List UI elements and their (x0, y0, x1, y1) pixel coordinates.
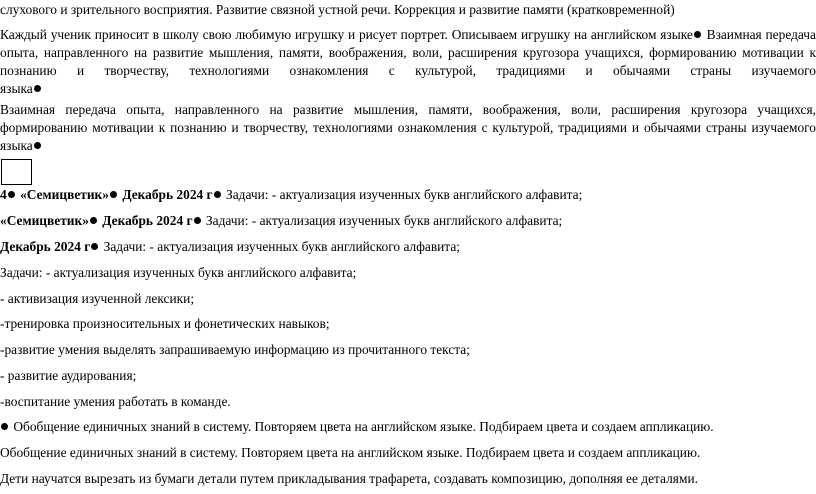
bullet-icon (214, 191, 221, 198)
paragraph-text: слухового и зрительного восприятия. Развитие связной устной речи. Коррекция и развитие памяти (кратковременной) (0, 2, 675, 17)
text-fragment: языка (0, 81, 33, 96)
paragraph-text: Дети научатся вырезать из бумаги детали путем прикладывания трафарета, создавать композицию, дополняя ее деталями. (0, 471, 698, 486)
item-date: Декабрь 2024 г (0, 239, 91, 254)
text-line (0, 212, 816, 230)
task-text: - развитие аудирования; (0, 368, 137, 383)
item-title: «Семицветик» (20, 187, 109, 202)
item-date: Декабрь 2024 г (102, 213, 193, 228)
paragraph (0, 101, 816, 155)
paragraph (0, 26, 816, 98)
item-text: Задачи: - актуализация изученных букв английского алфавита; (100, 239, 460, 254)
paragraph-text: Обобщение единичных знаний в систему. Повторяем цвета на английском языке. Подбираем цвета и создаем аппликацию. (0, 445, 701, 460)
empty-table-cell (1, 159, 32, 185)
item-title: «Семицветик» (0, 213, 89, 228)
paragraph-line: опыта, направленного на развитие мышления, памяти, воображения, воли, расширения кругозора учащихся, формированию мотивации к (0, 45, 816, 60)
text-line (0, 367, 816, 385)
text-line (0, 315, 816, 333)
text-line (0, 290, 816, 308)
bullet-icon (8, 191, 15, 198)
paragraph-line (0, 80, 816, 98)
task-text: -развитие умения выделять запрашиваемую информацию из прочитанного текста; (0, 342, 470, 357)
bullet-icon (34, 142, 41, 149)
task-text: - активизация изученной лексики; (0, 291, 195, 306)
paragraph-line: познанию и творчеству, технологиями ознакомления с культурой, традициями и обычаями страны изучаемого (0, 63, 816, 78)
task-text: -тренировка произносительных и фонетических навыков; (0, 316, 330, 331)
bullet-icon (34, 85, 41, 92)
paragraph-line (0, 26, 816, 44)
item-date: Декабрь 2024 г (122, 187, 213, 202)
paragraph-text: Обобщение единичных знаний в систему. Повторяем цвета на английском языке. Подбираем цвета и создаем аппликацию. (10, 419, 714, 434)
bullet-icon (194, 217, 201, 224)
bullet-icon (91, 243, 98, 250)
text-line (0, 186, 816, 204)
text-fragment: Взаимная передача (702, 27, 816, 42)
item-text: Задачи: - актуализация изученных букв английского алфавита; (202, 213, 563, 228)
text-line (0, 444, 816, 462)
item-number: 4 (0, 187, 7, 202)
task-text: -воспитание умения работать в команде. (0, 394, 231, 409)
task-text: Задачи: - актуализация изученных букв английского алфавита; (0, 265, 357, 280)
bullet-icon (1, 423, 8, 430)
text-line (0, 418, 816, 436)
text-fragment: языка (0, 138, 33, 153)
text-line (0, 238, 816, 256)
bullet-icon (90, 217, 97, 224)
text-fragment: Каждый ученик приносит в школу свою любимую игрушку и рисует портрет. Описываем игрушку на английском языке (0, 27, 693, 42)
bullet-icon (110, 191, 117, 198)
text-line (0, 393, 816, 411)
paragraph-line: формированию мотивации к познанию и творчеству, технологиями ознакомления с культурой, традициями и обычаями страны изучаемого (0, 120, 816, 135)
text-line (0, 341, 816, 359)
paragraph-line (0, 137, 816, 155)
text-line (0, 470, 816, 488)
paragraph-line: Взаимная передача опыта, направленного на развитие мышления, памяти, воображения, воли, расширения кругозора учащихся, (0, 102, 816, 117)
item-text: Задачи: - актуализация изученных букв английского алфавита; (222, 187, 583, 202)
text-line (0, 1, 816, 19)
bullet-icon (694, 31, 701, 38)
text-line (0, 264, 816, 282)
